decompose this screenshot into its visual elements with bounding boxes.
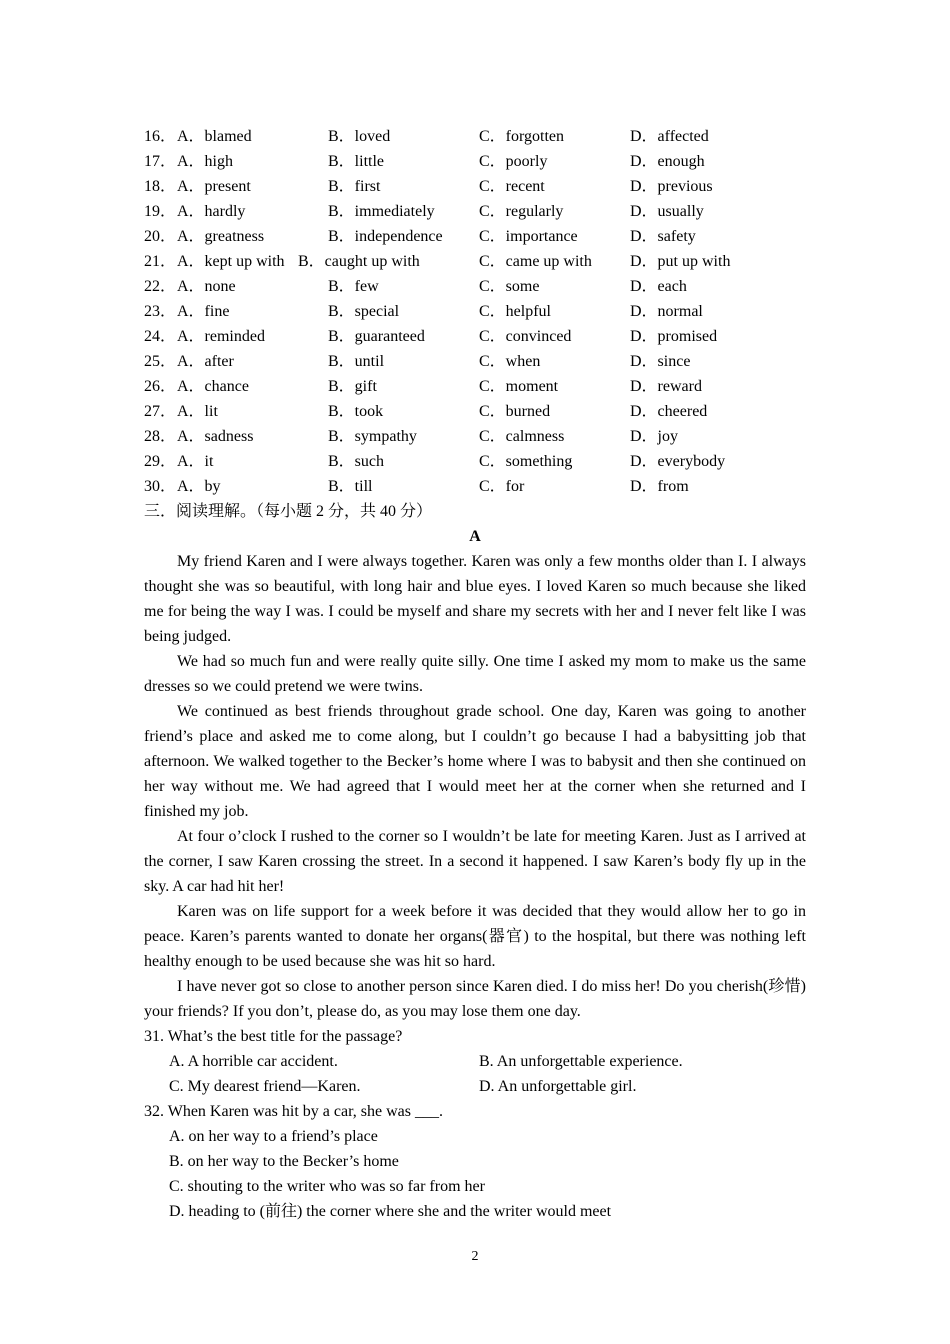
question-number: 28．: [144, 428, 177, 445]
option-b[interactable]: B．little: [328, 153, 385, 170]
passage-paragraph: Karen was on life support for a week before it was decided that they would allow her to go in peace. Karen’s parents wanted to donate her organs(器官) to the hospital, but there was nothing left healthy enough to be used because she was hit so hard.: [144, 903, 806, 970]
option-a[interactable]: A．by: [177, 478, 221, 495]
option-a[interactable]: A．high: [177, 153, 234, 170]
passage-text: [144, 549, 806, 1024]
page-number: 2: [471, 1249, 479, 1264]
option-c[interactable]: C．moment: [479, 378, 559, 395]
option-b[interactable]: B．till: [328, 478, 373, 495]
question-31-choice-c[interactable]: C. My dearest friend—Karen.: [169, 1078, 361, 1095]
option-a[interactable]: A．lit: [177, 403, 218, 420]
question-31-choice-b[interactable]: B. An unforgettable experience.: [479, 1053, 683, 1070]
question-number: 17．: [144, 153, 177, 170]
option-b[interactable]: B．until: [328, 353, 385, 370]
passage-paragraph: My friend Karen and I were always together. Karen was only a few months older than I. I always thought she was so beautiful, with long hair and blue eyes. I loved Karen so much because she liked me for being the way I was. I could be myself and share my secrets with her and I never felt like I was being judged.: [144, 553, 806, 645]
option-d[interactable]: D．affected: [630, 128, 709, 145]
option-d[interactable]: D．promised: [630, 328, 718, 345]
option-d[interactable]: D．normal: [630, 303, 703, 320]
option-b[interactable]: B．first: [328, 178, 381, 195]
question-32-choice-a[interactable]: A. on her way to a friend’s place: [169, 1128, 378, 1145]
question-32-choice-b[interactable]: B. on her way to the Becker’s home: [169, 1153, 399, 1170]
question-number: 29．: [144, 453, 177, 470]
option-b[interactable]: B．such: [328, 453, 385, 470]
option-row: [144, 124, 806, 149]
option-b[interactable]: B．took: [328, 403, 384, 420]
question-number: 26．: [144, 378, 177, 395]
question-number: 22．: [144, 278, 177, 295]
option-b[interactable]: B．independence: [328, 228, 443, 245]
question-number: 19．: [144, 203, 177, 220]
option-c[interactable]: C．some: [479, 278, 540, 295]
question-number: 27．: [144, 403, 177, 420]
option-b[interactable]: B．loved: [328, 128, 391, 145]
option-row: [144, 199, 806, 224]
question-number: 18．: [144, 178, 177, 195]
option-c[interactable]: C．regularly: [479, 203, 564, 220]
option-row: [144, 174, 806, 199]
option-c[interactable]: C．for: [479, 478, 525, 495]
option-b[interactable]: B．guaranteed: [328, 328, 425, 345]
option-c[interactable]: C．came up with: [479, 253, 592, 270]
option-row: [144, 399, 806, 424]
option-c[interactable]: C．burned: [479, 403, 551, 420]
option-a[interactable]: A．chance: [177, 378, 249, 395]
option-a[interactable]: A．fine: [177, 303, 230, 320]
passage-paragraph: I have never got so close to another person since Karen died. I do miss her! Do you cherish(珍惜) your friends? If you don’t, please do, as you may lose them one day.: [144, 978, 806, 1020]
option-row: [144, 274, 806, 299]
passage-paragraph: We had so much fun and were really quite silly. One time I asked my mom to make us the same dresses so we could pretend we were twins.: [144, 653, 806, 695]
question-32-choice-d[interactable]: D. heading to (前往) the corner where she and the writer would meet: [169, 1203, 612, 1220]
option-d[interactable]: D．everybody: [630, 453, 726, 470]
option-row: [144, 349, 806, 374]
option-d[interactable]: D．since: [630, 353, 691, 370]
option-a[interactable]: A．kept up with: [177, 253, 285, 270]
option-a[interactable]: A．after: [177, 353, 234, 370]
option-d[interactable]: D．from: [630, 478, 689, 495]
cloze-options: [144, 124, 806, 499]
question-number: 20．: [144, 228, 177, 245]
passage-paragraph: We continued as best friends throughout grade school. One day, Karen was going to another friend’s place and asked me to come along, but I couldn’t go because I had a babysitting job that afternoon. We walked together to the Becker’s home where I was to babysit and then she continued on her way without me. We had agreed that I would meet her at the corner when she returned and I finished my job.: [144, 703, 806, 820]
option-a[interactable]: A．sadness: [177, 428, 254, 445]
question-number: 24．: [144, 328, 177, 345]
option-row: [144, 324, 806, 349]
option-b[interactable]: B．caught up with: [298, 253, 420, 270]
question-number: 16．: [144, 128, 177, 145]
option-d[interactable]: D．each: [630, 278, 687, 295]
question-number: 30．: [144, 478, 177, 495]
option-d[interactable]: D．reward: [630, 378, 702, 395]
option-c[interactable]: C．convinced: [479, 328, 572, 345]
question-31-stem: 31. What’s the best title for the passage?: [144, 1028, 403, 1045]
option-a[interactable]: A．present: [177, 178, 251, 195]
option-c[interactable]: C．recent: [479, 178, 545, 195]
option-a[interactable]: A．none: [177, 278, 236, 295]
exam-page: [144, 124, 806, 1224]
question-32-stem: 32. When Karen was hit by a car, she was ___.: [144, 1103, 443, 1120]
option-d[interactable]: D．enough: [630, 153, 705, 170]
question-31-choices-row-1: [144, 1049, 806, 1074]
option-c[interactable]: C．importance: [479, 228, 578, 245]
option-b[interactable]: B．immediately: [328, 203, 435, 220]
option-d[interactable]: D．put up with: [630, 253, 731, 270]
option-b[interactable]: B．sympathy: [328, 428, 417, 445]
option-d[interactable]: D．cheered: [630, 403, 708, 420]
option-row: [144, 424, 806, 449]
option-row: [144, 149, 806, 174]
option-c[interactable]: C．calmness: [479, 428, 565, 445]
option-row: [144, 249, 806, 274]
passage-paragraph: At four o’clock I rushed to the corner so I wouldn’t be late for meeting Karen. Just as I arrived at the corner, I saw Karen crossing the street. In a second it happened. I saw Karen’s body fly up in the sky. A car had hit her!: [144, 828, 806, 895]
option-d[interactable]: D．usually: [630, 203, 704, 220]
option-row: [144, 449, 806, 474]
passage-label: A: [469, 528, 481, 545]
option-b[interactable]: B．special: [328, 303, 400, 320]
option-c[interactable]: C．helpful: [479, 303, 551, 320]
option-c[interactable]: C．poorly: [479, 153, 548, 170]
option-row: [144, 224, 806, 249]
option-c[interactable]: C．something: [479, 453, 573, 470]
question-number: 21．: [144, 253, 177, 270]
option-b[interactable]: B．few: [328, 278, 379, 295]
option-d[interactable]: D．previous: [630, 178, 713, 195]
option-row: [144, 474, 806, 499]
question-32-choice-c[interactable]: C. shouting to the writer who was so far from her: [169, 1178, 485, 1195]
question-number: 23．: [144, 303, 177, 320]
question-number: 25．: [144, 353, 177, 370]
option-a[interactable]: A．greatness: [177, 228, 265, 245]
section-title: 三．阅读理解。（每小题 2 分，共 40 分）: [144, 503, 433, 520]
option-a[interactable]: A．blamed: [177, 128, 252, 145]
option-row: [144, 374, 806, 399]
question-31-choice-a[interactable]: A. A horrible car accident.: [169, 1053, 338, 1070]
option-c[interactable]: C．forgotten: [479, 128, 565, 145]
option-d[interactable]: D．joy: [630, 428, 679, 445]
question-31-choices-row-2: [144, 1074, 806, 1099]
option-a[interactable]: A．it: [177, 453, 214, 470]
option-row: [144, 299, 806, 324]
option-a[interactable]: A．hardly: [177, 203, 246, 220]
option-c[interactable]: C．when: [479, 353, 541, 370]
option-d[interactable]: D．safety: [630, 228, 696, 245]
question-31-choice-d[interactable]: D. An unforgettable girl.: [479, 1078, 637, 1095]
option-b[interactable]: B．gift: [328, 378, 377, 395]
option-a[interactable]: A．reminded: [177, 328, 265, 345]
